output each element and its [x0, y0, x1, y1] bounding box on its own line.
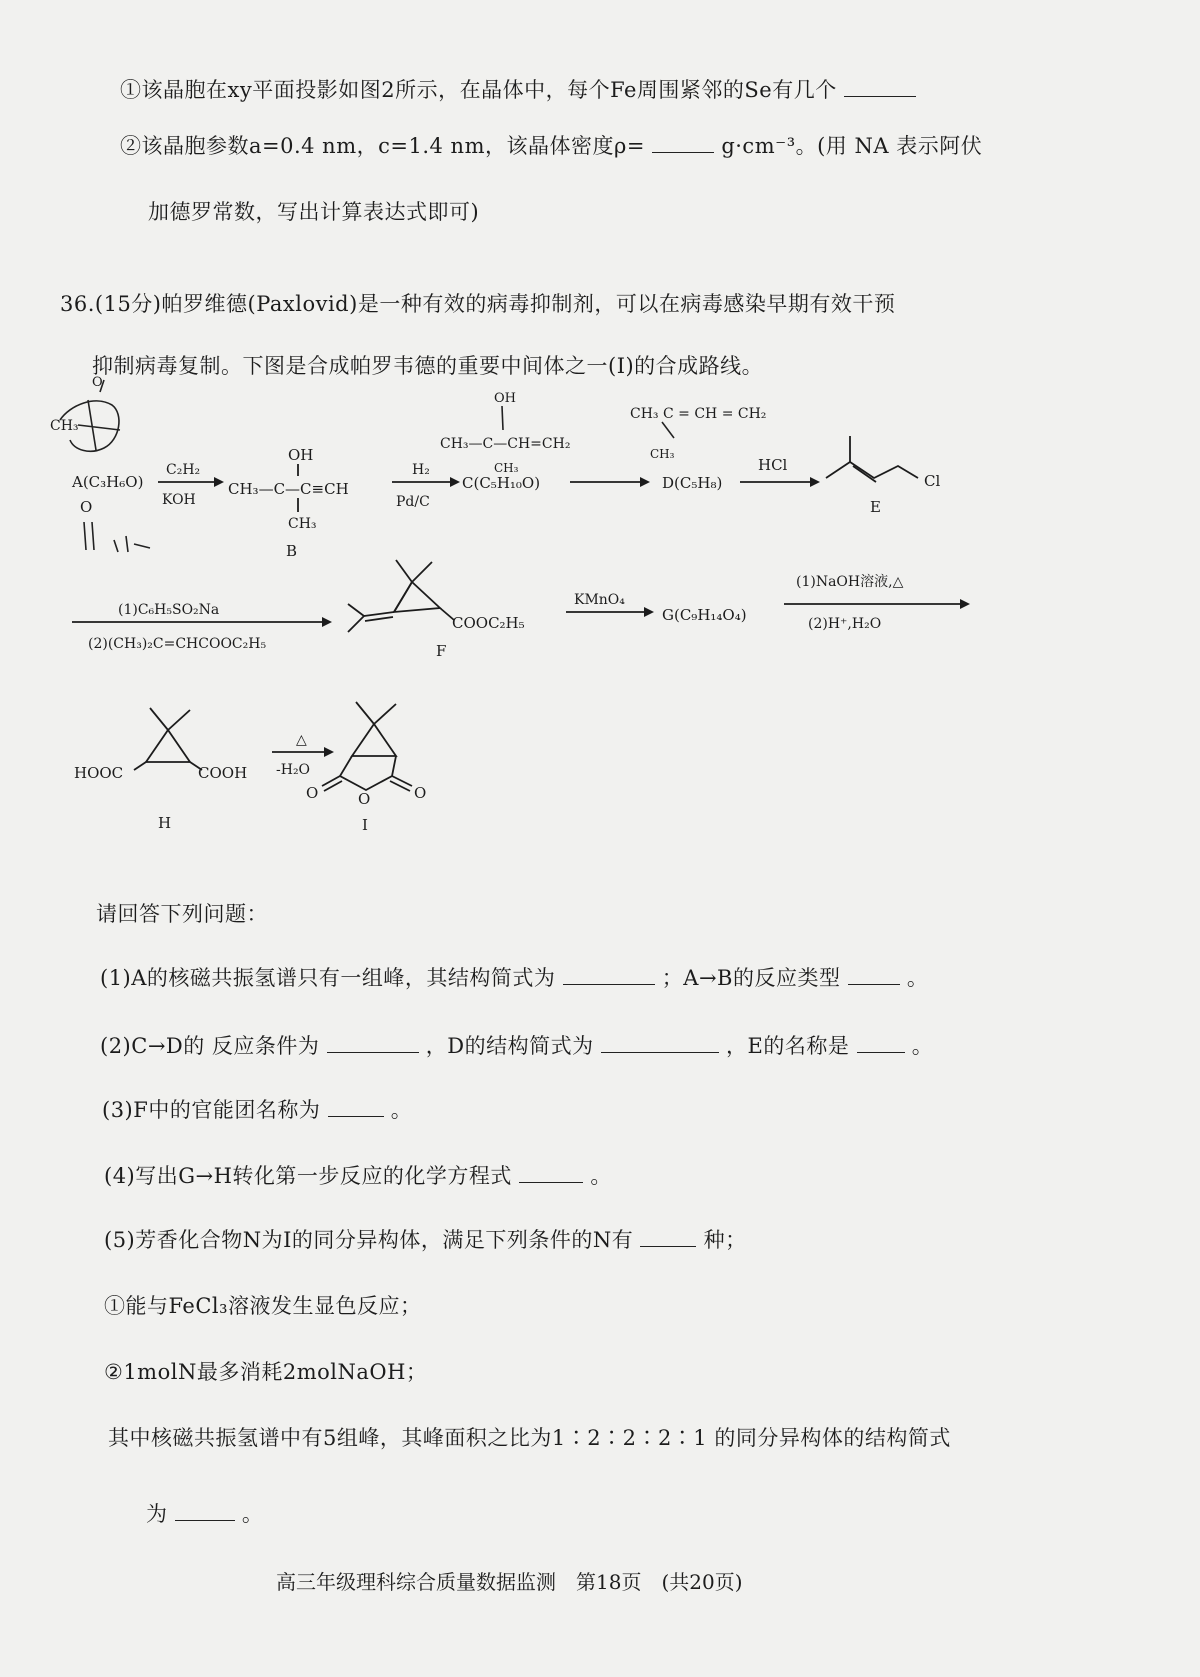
condition-1: ①能与FeCl₃溶液发生显色反应； — [104, 1294, 422, 1318]
svg-text:CH₃—C—CH=CH₂: CH₃—C—CH=CH₂ — [440, 436, 571, 452]
svg-text:OH: OH — [494, 391, 516, 406]
handwritten-c — [440, 391, 570, 475]
answer-blank — [848, 966, 900, 985]
e-chlorine: Cl — [924, 472, 941, 490]
question-3: (3)F中的官能团名称为 。 — [102, 1098, 413, 1122]
compound-c: C(C₅H₁₀O) — [462, 474, 541, 492]
compound-d: D(C₅H₈) — [662, 474, 723, 492]
compound-e-structure — [826, 436, 940, 490]
compound-b-ch3: CH₃ — [288, 516, 317, 532]
handwritten-d — [630, 406, 766, 461]
arrow-c-d-head — [640, 477, 650, 487]
arrow-d-e-head — [810, 477, 820, 487]
reagent-de: HCl — [758, 456, 788, 474]
compound-b-oh: OH — [288, 446, 314, 464]
reagent-gh-2: (2)H⁺,H₂O — [808, 616, 882, 632]
condition-3-answer: 为 。 — [146, 1502, 264, 1526]
arrow-a-b-head — [214, 477, 224, 487]
h-left-acid: HOOC — [74, 764, 124, 782]
top-question-2-text: ②该晶胞参数a=0.4 nm，c=1.4 nm，该晶体密度ρ= — [120, 134, 645, 158]
top-question-2-unit: g·cm⁻³。(用 NA 表示阿伏 — [721, 134, 983, 158]
problem-intro-1: 36.(15分)帕罗维德(Paxlovid)是一种有效的病毒抑制剂，可以在病毒感染早期有效干预 — [60, 292, 896, 316]
questions-prompt: 请回答下列问题： — [96, 902, 268, 926]
answer-blank — [640, 1228, 696, 1247]
answer-blank — [563, 966, 655, 985]
svg-text:O: O — [80, 498, 93, 516]
svg-text:CH₃: CH₃ — [494, 461, 519, 475]
label-f: F — [436, 642, 447, 660]
reagent-ab-top: C₂H₂ — [166, 462, 201, 478]
condition-3: 其中核磁共振氢谱中有5组峰，其峰面积之比为1∶2∶2∶2∶1 的同分异构体的结构简式 — [108, 1426, 951, 1450]
condition-2: ②1molN最多消耗2molNaOH； — [104, 1360, 428, 1384]
top-question-1-text: ①该晶胞在xy平面投影如图2所示，在晶体中，每个Fe周围紧邻的Se有几个 — [120, 78, 837, 102]
compound-f-structure — [348, 560, 525, 632]
answer-blank — [857, 1034, 905, 1053]
arrow-h-i-head — [324, 747, 334, 757]
compound-a: A(C₃H₆O) — [72, 473, 144, 491]
label-e: E — [870, 498, 881, 516]
i-oxygen-left: O — [306, 784, 319, 802]
reagent-gh-1: (1)NaOH溶液,△ — [796, 574, 904, 590]
arrow-b-c-head — [450, 477, 460, 487]
label-i: I — [362, 816, 368, 834]
top-question-2-cont-text: 加德罗常数，写出计算表达式即可) — [148, 200, 480, 224]
reagent-bc-top: H₂ — [412, 462, 430, 478]
handwritten-annotation-a — [50, 375, 150, 552]
arrow-f-g-head — [644, 607, 654, 617]
question-5: (5)芳香化合物N为I的同分异构体，满足下列条件的N有 种； — [104, 1228, 747, 1252]
answer-blank — [327, 1034, 419, 1053]
compound-g: G(C₉H₁₄O₄) — [662, 606, 747, 624]
reagent-ef-2: (2)(CH₃)₂C=CHCOOC₂H₅ — [88, 636, 267, 652]
answer-blank — [175, 1502, 235, 1521]
reagent-bc-bottom: Pd/C — [396, 494, 430, 510]
arrow-g-h-head — [960, 599, 970, 609]
reagent-fg: KMnO₄ — [574, 592, 625, 608]
compound-h-structure — [74, 708, 247, 782]
compound-b: CH₃—C—C≡CH — [228, 480, 349, 498]
problem-intro-2: 抑制病毒复制。下图是合成帕罗韦德的重要中间体之一(I)的合成路线。 — [92, 354, 764, 378]
f-ester: COOC₂H₅ — [452, 614, 525, 632]
svg-text:CH₃ C = CH = CH₂: CH₃ C = CH = CH₂ — [630, 406, 767, 422]
label-h: H — [158, 814, 172, 832]
h-right-acid: COOH — [198, 764, 248, 782]
question-4: (4)写出G→H转化第一步反应的化学方程式 。 — [104, 1164, 612, 1188]
question-2: (2)C→D的 反应条件为 ，D的结构简式为 ，E的名称是 。 — [100, 1034, 934, 1058]
reagent-hi-top: △ — [296, 732, 307, 748]
i-oxygen-right: O — [414, 784, 427, 802]
reagent-ef-1: (1)C₆H₅SO₂Na — [118, 602, 220, 618]
svg-text:CH₃: CH₃ — [650, 447, 675, 461]
arrow-e-f-head — [322, 617, 332, 627]
answer-blank — [601, 1034, 719, 1053]
label-b: B — [286, 542, 298, 560]
reagent-ab-bottom: KOH — [162, 492, 196, 508]
question-1: (1)A的核磁共振氢谱只有一组峰，其结构简式为 ；A→B的反应类型 。 — [100, 966, 929, 990]
answer-blank — [328, 1098, 384, 1117]
reagent-hi-bottom: -H₂O — [276, 762, 311, 778]
svg-text:O: O — [92, 375, 103, 390]
i-oxygen-ring: O — [358, 790, 371, 808]
page-footer: 高三年级理科综合质量数据监测 第18页 (共20页) — [276, 1570, 743, 1594]
hw-ch3-a: CH₃ — [50, 418, 79, 434]
answer-blank — [519, 1164, 583, 1183]
